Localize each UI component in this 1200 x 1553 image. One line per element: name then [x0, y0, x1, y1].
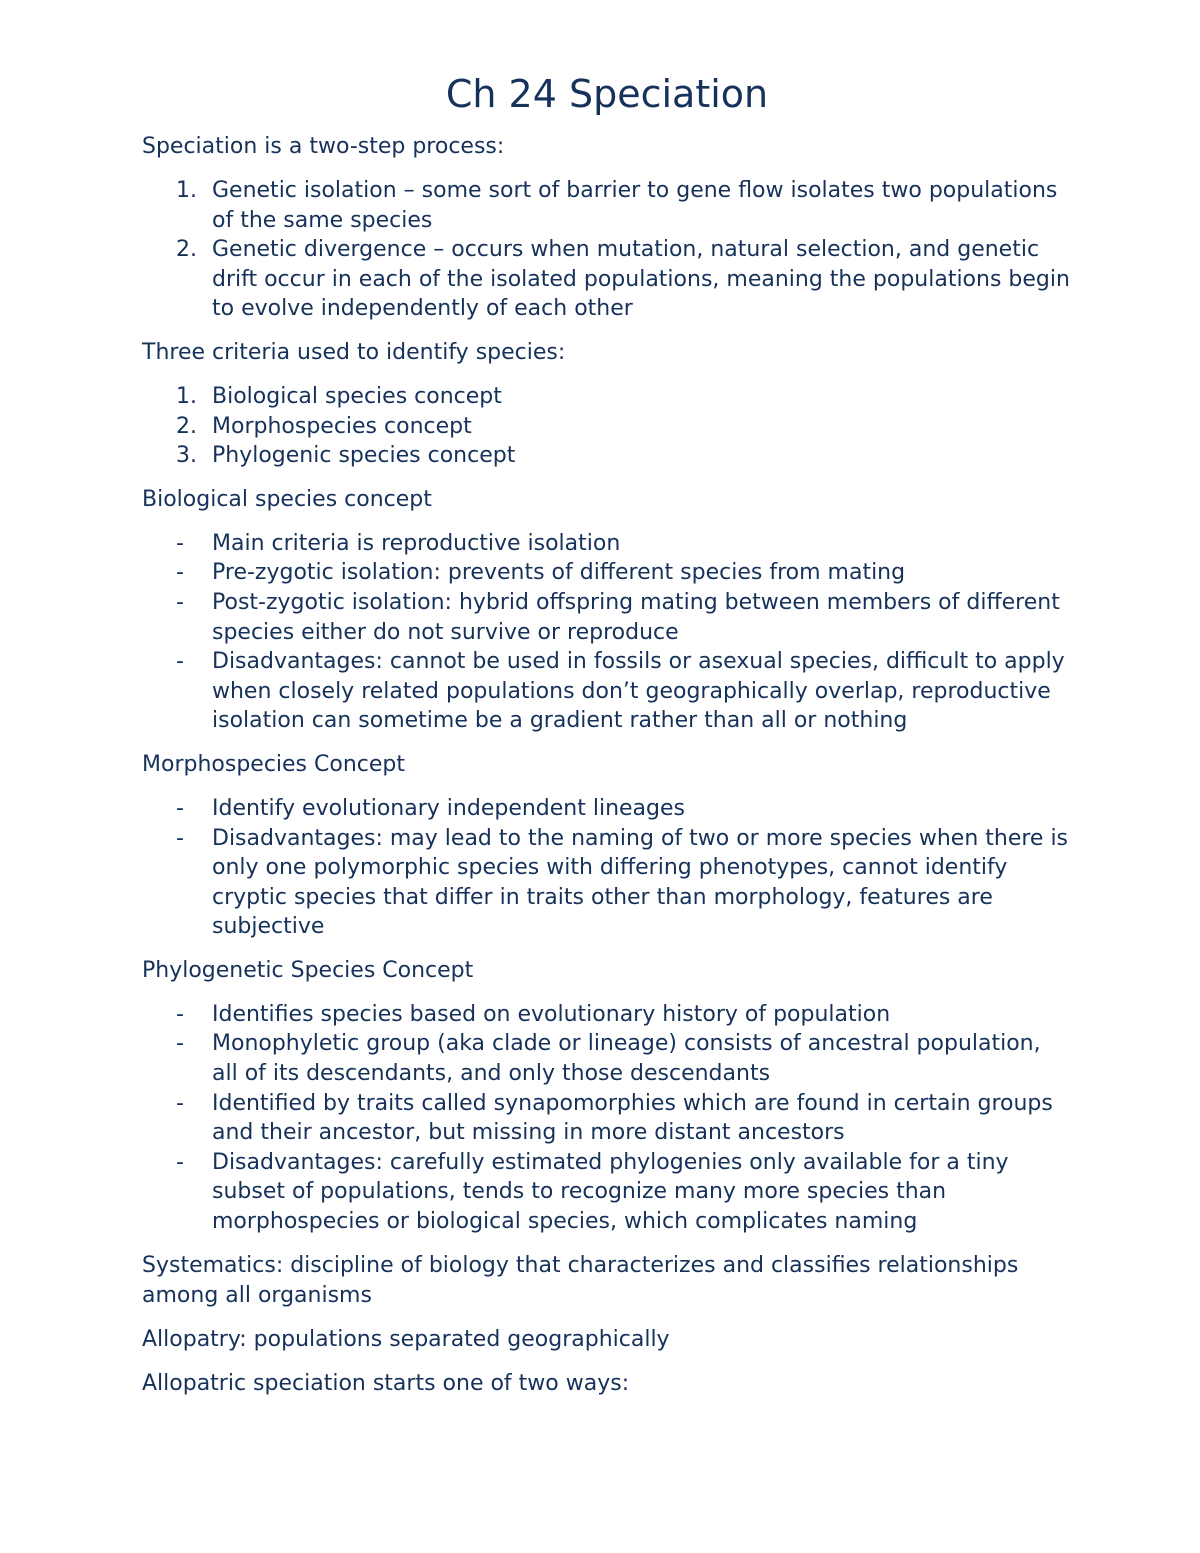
list-item	[142, 824, 1072, 942]
list-item-text: Disadvantages: carefully estimated phylogenies only available for a tiny subset of populations, tends to recognize many more species than morphospecies or biological species, which complicates naming	[212, 1149, 1009, 1235]
list-item	[142, 412, 1072, 442]
list-item-text: Monophyletic group (aka clade or lineage) consists of ancestral population, all of its descendants, and only those descendants	[212, 1031, 1041, 1087]
list-item	[142, 382, 1072, 412]
list-item-text: Identifies species based on evolutionary history of population	[212, 1001, 891, 1027]
page-title: Ch 24 Speciation	[445, 72, 769, 116]
dash-bullet: -	[176, 560, 184, 586]
dash-bullet: -	[176, 795, 184, 821]
allopatry-paragraph: Allopatry: populations separated geographically	[142, 1326, 670, 1352]
list-number: 2.	[176, 237, 197, 263]
list-item-text: Morphospecies concept	[212, 413, 472, 439]
dash-bullet: -	[176, 825, 184, 851]
list-item	[142, 794, 1072, 824]
list-item	[142, 1029, 1072, 1088]
section-heading: Phylogenetic Species Concept	[142, 957, 474, 983]
list-item	[142, 235, 1072, 324]
list-number: 3.	[176, 443, 197, 469]
list-number: 1.	[176, 178, 197, 203]
section-heading: Biological species concept	[142, 486, 432, 512]
dash-list	[142, 529, 1072, 736]
allopatric-speciation-paragraph: Allopatric speciation starts one of two ways:	[142, 1370, 630, 1396]
list-item	[142, 441, 1072, 471]
list-item	[142, 1089, 1072, 1148]
list-item	[142, 588, 1072, 647]
list-item	[142, 558, 1072, 588]
list-item-text: Genetic isolation – some sort of barrier to gene flow isolates two populations of the same species	[212, 178, 1058, 233]
list-number: 1.	[176, 383, 197, 409]
dash-list	[142, 1000, 1072, 1237]
systematics-paragraph: Systematics: discipline of biology that characterizes and classifies relationships among all organisms	[142, 1252, 1019, 1308]
list-item	[142, 1000, 1072, 1030]
dash-bullet: -	[176, 530, 184, 556]
list-item-text: Main criteria is reproductive isolation	[212, 530, 621, 556]
document-page	[142, 70, 1072, 1413]
list-item-text: Pre-zygotic isolation: prevents of different species from mating	[212, 560, 906, 586]
list-item-text: Disadvantages: cannot be used in fossils or asexual species, difficult to apply when closely related populations don’t geographically overlap, reproductive isolation can sometime be a gradient rather than all or nothing	[212, 649, 1065, 734]
ordered-list	[142, 382, 1072, 471]
list-item-text: Disadvantages: may lead to the naming of two or more species when there is only one polymorphic species with differing phenotypes, cannot identify cryptic species that differ in traits other than morphology, features are subjective	[212, 825, 1069, 940]
list-item-text: Biological species concept	[212, 383, 502, 409]
dash-list	[142, 794, 1072, 942]
dash-bullet: -	[176, 1149, 184, 1175]
section-heading: Speciation is a two-step process:	[142, 134, 505, 159]
dash-bullet: -	[176, 649, 184, 675]
section-heading: Three criteria used to identify species:	[142, 339, 566, 365]
list-item	[142, 529, 1072, 559]
dash-bullet: -	[176, 1001, 184, 1027]
list-item	[142, 1148, 1072, 1237]
section-heading: Morphospecies Concept	[142, 751, 406, 777]
list-item-text: Phylogenic species concept	[212, 443, 516, 469]
list-item-text: Identify evolutionary independent lineages	[212, 795, 685, 821]
list-number: 2.	[176, 413, 197, 439]
list-item-text: Genetic divergence – occurs when mutation, natural selection, and genetic drift occur in each of the isolated populations, meaning the populations begin to evolve independently of each other	[212, 237, 1070, 322]
list-item-text: Identified by traits called synapomorphies which are found in certain groups and their ancestor, but missing in more distant ancestors	[212, 1090, 1053, 1146]
ordered-list	[142, 176, 1072, 324]
dash-bullet: -	[176, 1090, 184, 1116]
dash-bullet: -	[176, 589, 184, 615]
list-item-text: Post-zygotic isolation: hybrid offspring mating between members of different species either do not survive or reproduce	[212, 589, 1060, 645]
list-item	[142, 176, 1072, 235]
dash-bullet: -	[176, 1031, 184, 1057]
list-item	[142, 647, 1072, 736]
